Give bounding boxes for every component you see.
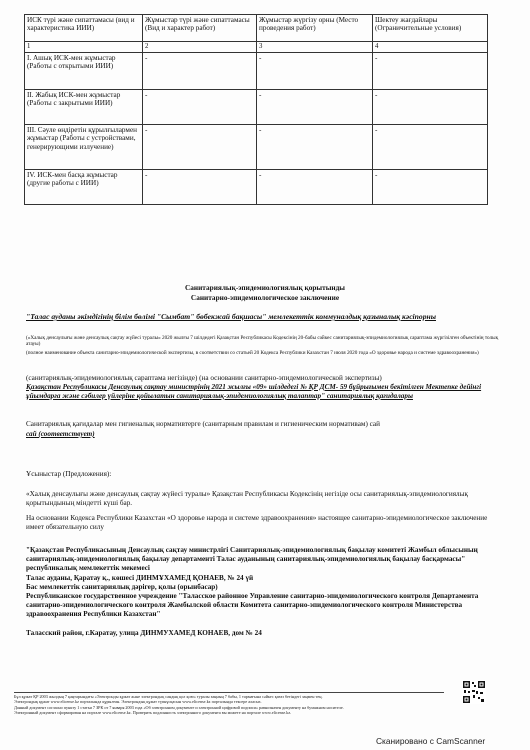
ionizing-sources-table xyxy=(24,14,488,205)
table-cell: - xyxy=(373,170,488,205)
table-cell: - xyxy=(257,125,373,170)
footer-line: Электрондық құжат www.elicense.kz порталында құрылған. Электрондық құжат түпнұсқасын www.elicense.kz порталында тексере аласыз. xyxy=(14,699,262,705)
table-cell: - xyxy=(257,170,373,205)
header-cell: Шектеу жағдайлары (Ограничительные условия) xyxy=(373,15,488,42)
legal-footer xyxy=(14,694,444,715)
header-cell: Жұмыстар түрі және сипаттамасы (Вид и характер работ) xyxy=(143,15,257,42)
table-cell: - xyxy=(373,53,488,90)
footer-divider xyxy=(14,692,444,693)
footer-line: Электронный документ сформирован на портале www.elicense.kz. Проверить подлинность электронного документа вы можете на портале www.elicense.kz. xyxy=(14,709,292,715)
table-cell: - xyxy=(373,125,488,170)
conclusion-title-kz: Санитариялық-эпидемиологиялық қорытынды xyxy=(184,283,345,292)
footer-line: Данный документ согласно пункту 1 статьи 7 ЗРК от 7 января 2003 года «Об электронном документе и электронной цифровой подписи» равнозначен документу на бумажном носителе. xyxy=(14,704,344,710)
object-name: "Талас ауданы әкімдігінің білім бөлімі "Сымбат" бөбекжай бақшасы" мемлекеттік коммуналдық қазыналық кәсіпорны xyxy=(26,312,436,321)
table-row xyxy=(25,170,488,205)
header-cell: Жұмыстар жүргізу орны (Место проведения работ) xyxy=(257,15,373,42)
table-row xyxy=(25,90,488,125)
conclusion-title-ru: Санитарно-эпидемиологическое заключение xyxy=(190,293,340,302)
authority-kz: "Қазақстан Республикасының Денсаулық сақтау министрлігі Санитариялық-эпидемиологиялық бақылау комитеті Жамбыл облысының санитариялық-эпидемиологиялық бақылау департаменті Талас ауданының санитариялық-эпидемиологиялық бақылау басқармасы" республикалық мемлекеттік мекемесі xyxy=(26,546,478,572)
table-cell: - xyxy=(257,90,373,125)
camscanner-watermark: Сканировано с CamScanner xyxy=(376,736,486,746)
footer-line: Бұл құжат ҚР 2003 жылдың 7 қаңтарындағы «Электронды құжат және электрондық сандық қол қою» туралы заңның 7 бабы, 1 тармағына сәйкес қағаз бетіндегі заңмен тең. xyxy=(14,694,323,699)
authority-ru: Республиканское государственное учреждение "Таласское районное Управление санитарно-эпидемиологического контроля Департамента санитарно-эпидемиологического контроля Жамбылской области Комитета санитарно-эпидемиологического контроля Министерства здравоохранения Республики Казахстан" xyxy=(26,592,479,618)
address-ru: Таласский район, г.Каратау, улица ДИНМУХАМЕД КОНАЕВ, дом № 24 xyxy=(26,629,262,637)
table-row xyxy=(25,53,488,90)
basis-text: Қазақстан Республикасы Денсаулық сақтау министрінің 2021 жылғы «09» шілдедегі № ҚР ДСМ- 59 бұйрығымен бекітілген Мектепке дейінгі ұйымдарға және сәбилер үйлеріне қойылатын санитариялық-эпидемиологиялық талаптар" санитариялық қағидалары xyxy=(26,383,482,400)
table-cell: - xyxy=(143,53,257,90)
header-cell: ИСК түрі және сипаттамасы (вид и характеристика ИИИ) xyxy=(25,15,143,42)
column-number: 2 xyxy=(143,42,257,53)
column-number: 3 xyxy=(257,42,373,53)
column-number-row xyxy=(25,42,488,53)
proposals-kz: «Халық денсаулығы және денсаулық сақтау жүйесі туралы» Қазақстан Республикасы Кодексінің негізіде осы санитариялық-эпидемиологиялық қорытындының міндетті күші бар. xyxy=(26,490,468,507)
table-cell: - xyxy=(143,170,257,205)
table-row xyxy=(25,125,488,170)
doctor-signature-label: Бас мемлекеттік санитариялық дәрігер, қолы (орынбасар) xyxy=(26,583,218,591)
proposals-label: Ұсыныстар (Предложения): xyxy=(26,470,112,478)
basis-label: (санитариялық-эпидемиологиялық сараптама негізінде) (на основании санитарно-эпидемиологической экспертизы) xyxy=(26,374,382,382)
table-cell: - xyxy=(143,125,257,170)
table-cell: - xyxy=(373,90,488,125)
table-cell: - xyxy=(257,53,373,90)
row-label: IV. ИСК-мен басқа жұмыстар (другие работы с ИИИ) xyxy=(25,170,143,205)
table-header-row xyxy=(25,15,488,42)
column-number: 4 xyxy=(373,42,488,53)
norms-value: сай (соответствует) xyxy=(26,430,95,438)
row-label: III. Сәуле өндіретін құрылғылармен жұмыстар (Работы с устройствами, генерирующими излучение) xyxy=(25,125,143,170)
norms-label: Санитариялық қағидалар мен гигиеналық нормативтерге (санитарным правилам и гигиеническим нормативам) сай xyxy=(26,420,380,428)
row-label: I. Ашық ИСК-мен жұмыстар (Работы с открытыми ИИИ) xyxy=(25,53,143,90)
table-cell: - xyxy=(143,90,257,125)
row-label: II. Жабық ИСК-мен жұмыстар (Работы с закрытыми ИИИ) xyxy=(25,90,143,125)
qr-code-icon xyxy=(462,680,486,704)
proposals-ru: На основании Кодекса Республики Казахстан «О здоровье народа и системе здравоохранения» настоящее санитарно-эпидемиологическое заключение имеет обязательную силу xyxy=(26,514,488,531)
object-note-kz: («Халық денсаулығы және денсаулық сақтау жүйесі туралы» 2020 жылғы 7 шілдедегі Қазақстан Республикасы Кодексінің 20-бабы сәйкес санитариялық-эпидемиологиялық сараптама жүргізілген объектінің толық атауы) xyxy=(26,335,499,348)
column-number: 1 xyxy=(25,42,143,53)
address-kz: Талас ауданы, Қаратау қ., көшесі ДИНМҰХАМЕД ҚОНАЕВ, № 24 үй xyxy=(26,574,254,582)
object-note-ru: (полное наименование объекта санитарно-эпидемиологической экспертизы, в соответствии со статьей 20 Кодекса Республики Казахстан 7 июля 2020 года «О здоровье народа и системе здравоохранения») xyxy=(26,350,479,356)
